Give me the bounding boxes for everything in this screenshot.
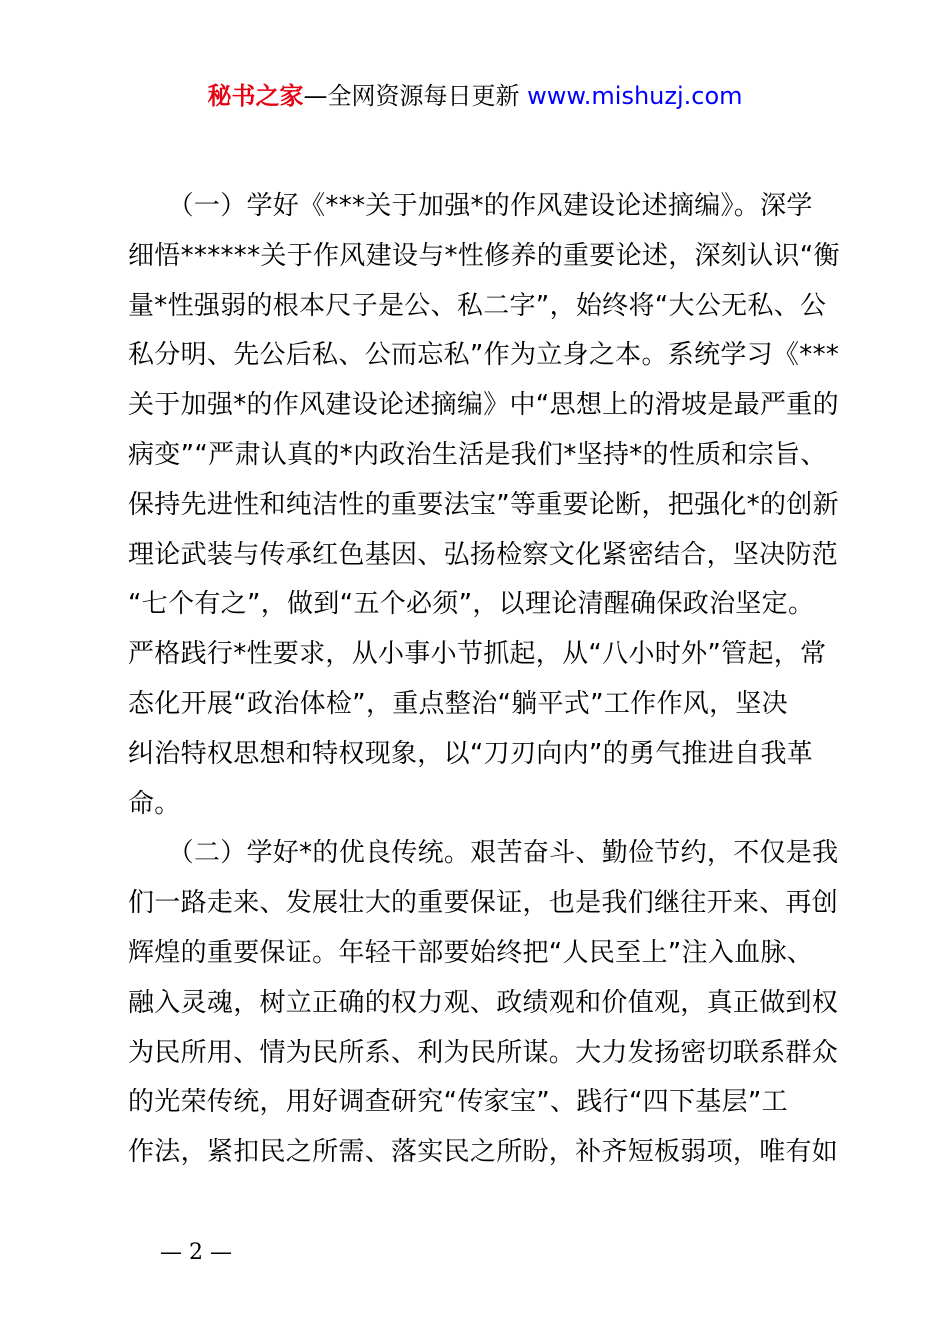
website-link[interactable]: www.mishuzj.com (527, 82, 743, 110)
text-line: 辉煌的重要保证。年轻干部要始终把“人民至上”注入血脉、 (128, 937, 814, 968)
text-line: 细悟******关于作风建设与*性修养的重要论述，深刻认识“衡 (128, 240, 840, 271)
page-number: — 2 — (160, 1240, 232, 1265)
text-line: 理论武装与传承红色基因、弘扬检察文化紧密结合，坚决防范 (128, 539, 839, 570)
text-line: 融入灵魂，树立正确的权力观、政绩观和价值观，真正做到权 (128, 987, 839, 1018)
text-line: 作法，紧扣民之所需、落实民之所盼，补齐短板弱项，唯有如 (128, 1137, 839, 1168)
text-line: 严格践行*性要求，从小事小节抓起，从“八小时外”管起，常 (128, 639, 827, 670)
page-header (0, 78, 950, 114)
text-line: 关于加强*的作风建设论述摘编》中“思想上的滑坡是最严重的 (128, 390, 839, 421)
text-line: 保持先进性和纯洁性的重要法宝”等重要论断，把强化*的创新 (128, 489, 839, 520)
text-line: （二）学好*的优良传统。艰苦奋斗、勤俭节约，不仅是我 (128, 838, 839, 869)
text-line: 们一路走来、发展壮大的重要保证，也是我们继往开来、再创 (128, 888, 839, 919)
text-line: 病变”“严肃认真的*内政治生活是我们*坚持*的性质和宗旨、 (128, 439, 827, 470)
brand-name: 秘书之家 (207, 82, 304, 110)
text-line: （一）学好《***关于加强*的作风建设论述摘编》。深学 (128, 191, 813, 221)
text-line: 的光荣传统，用好调查研究“传家宝”、践行“四下基层”工 (128, 1087, 788, 1118)
text-line: 为民所用、情为民所系、利为民所谋。大力发扬密切联系群众 (128, 1037, 839, 1068)
text-line: 命。 (128, 788, 181, 819)
header-tagline: —全网资源每日更新 (303, 82, 528, 110)
document-body (128, 182, 838, 1178)
text-line: 私分明、先公后私、公而忘私”作为立身之本。系统学习《*** (128, 340, 840, 371)
text-line: 纠治特权思想和特权现象，以“刀刃向内”的勇气推进自我革 (128, 738, 814, 769)
text-line: “七个有之”，做到“五个必须”，以理论清醒确保政治坚定。 (128, 589, 815, 620)
text-line: 量*性强弱的根本尺子是公、私二字”，始终将“大公无私、公 (128, 290, 827, 321)
text-line: 态化开展“政治体检”，重点整治“躺平式”工作作风，坚决 (128, 688, 788, 719)
